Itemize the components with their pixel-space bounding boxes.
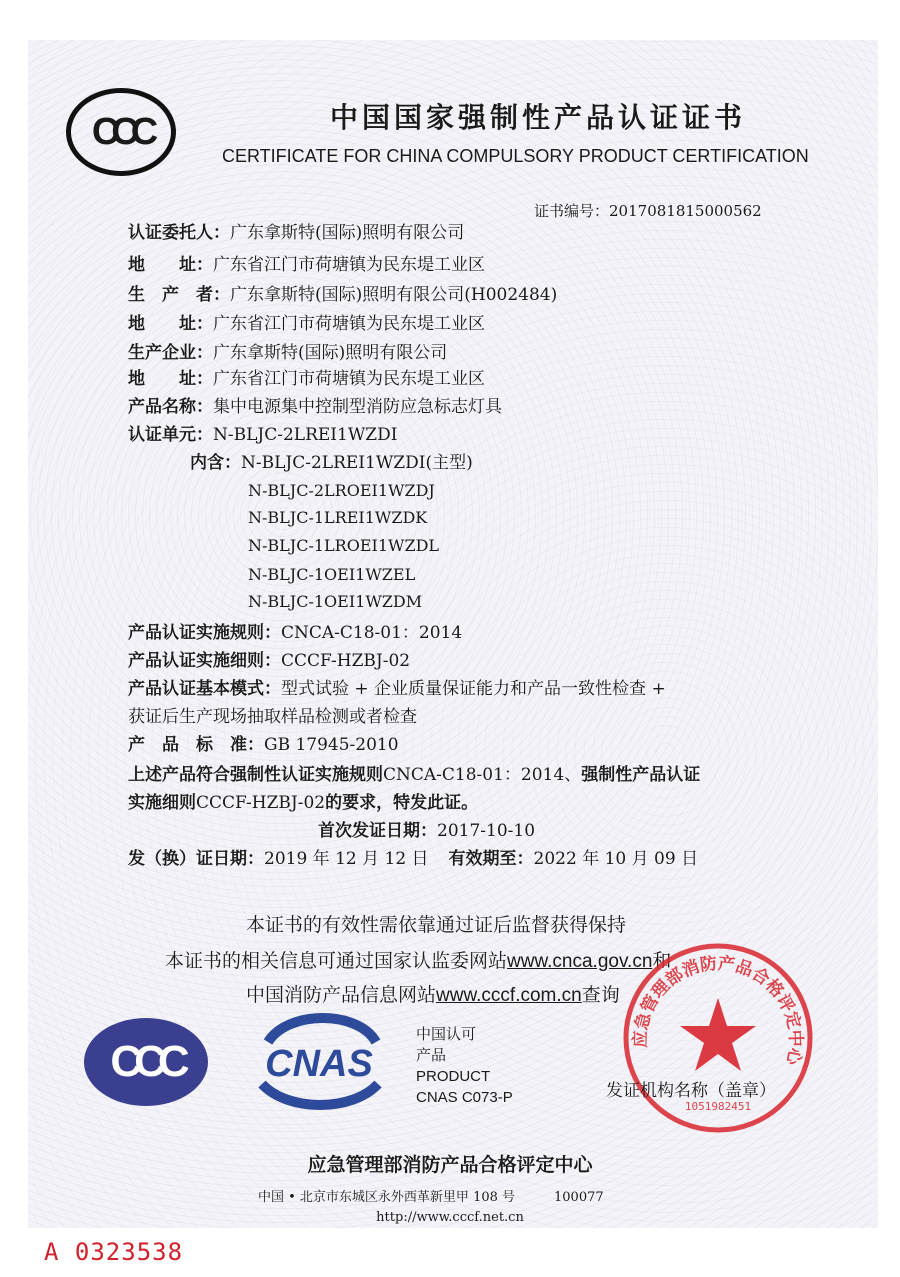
rule-label: 产品认证实施规则：	[128, 623, 281, 643]
certificate-serial: A 0323538	[44, 1238, 184, 1266]
notice-cnca	[165, 946, 671, 973]
address2-label: 地 址：	[128, 314, 213, 334]
first-issue-label: 首次发证日期：	[318, 821, 437, 841]
certificate-number-label: 证书编号：	[534, 202, 610, 220]
mode-value-line2: 获证后生产现场抽取样品检测或者检查	[128, 707, 417, 727]
ccc-mark-icon: CCC	[84, 1018, 208, 1106]
organization-website[interactable]: http://www.cccf.net.cn	[376, 1210, 524, 1225]
model-item: N-BLJC-1OEⅠ1WZDM	[248, 592, 423, 611]
address1-label: 地 址：	[128, 255, 213, 275]
conformity-text: 实施细则	[128, 793, 196, 813]
factory-value: 广东拿斯特(国际)照明有限公司	[213, 343, 448, 363]
first-issue-value: 2017-10-10	[437, 821, 536, 841]
model-item: N-BLJC-1LROEⅠ1WZDL	[248, 536, 440, 555]
manufacturer-label: 生 产 者：	[128, 285, 230, 305]
notice-validity: 本证书的有效性需依靠通过证后监督获得保持	[246, 914, 627, 936]
official-seal-icon	[620, 940, 816, 1136]
conformity-detail: CCCF-HZBJ-02	[196, 793, 326, 813]
certificate-number	[534, 200, 762, 221]
mode-value-line1: 型式试验 + 企业质量保证能力和产品一致性检查 +	[281, 679, 666, 699]
model-item: N-BLJC-1OEⅠ1WZEL	[248, 565, 416, 584]
address3-row	[128, 368, 485, 390]
detail-value: CCCF-HZBJ-02	[281, 651, 411, 671]
applicant-row	[128, 222, 464, 244]
notice-cccf	[246, 980, 620, 1007]
issue-date-value: 2019 年 12 月 12 日	[264, 849, 429, 869]
model-item: N-BLJC-1LREⅠ1WZDK	[248, 508, 428, 527]
contents-label: 内含：	[190, 453, 241, 473]
issue-row	[128, 848, 698, 870]
certificate-number-value: 2017081815000562	[609, 202, 762, 220]
conformity-text: 强制性产品认证	[581, 765, 701, 785]
notice-cccf-query: 查询	[581, 984, 620, 1006]
model-item: N-BLJC-2LROEⅠ1WZDJ	[248, 481, 435, 500]
model-item: N-BLJC-2LREⅠ1WZDI(主型)	[241, 453, 473, 473]
cnas-logo-text: CNAS	[265, 1043, 373, 1085]
unit-value: N-BLJC-2LREⅠ1WZDI	[213, 425, 398, 445]
svg-text:1051982451: 1051982451	[684, 1100, 752, 1113]
cnas-line: CNAS C073-P	[416, 1089, 513, 1106]
unit-label: 认证单元：	[128, 425, 213, 445]
first-issue-row	[318, 820, 535, 842]
conformity-text: 上述产品符合强制性认证实施规则	[128, 765, 383, 785]
applicant-value: 广东拿斯特(国际)照明有限公司	[230, 223, 465, 243]
standard-label: 产 品 标 准：	[128, 735, 264, 755]
detail-row	[128, 650, 410, 672]
unit-row	[128, 424, 397, 446]
mode-row-continued	[128, 706, 417, 728]
notice-cccf-text: 中国消防产品信息网站	[246, 984, 437, 1006]
detail-label: 产品认证实施细则：	[128, 651, 281, 671]
cnas-logo-icon	[248, 1012, 390, 1110]
notice-cnca-text: 本证书的相关信息可通过国家认监委网站	[165, 950, 508, 972]
cnas-line: PRODUCT	[416, 1068, 491, 1085]
standard-value: GB 17945-2010	[264, 735, 399, 755]
cnas-line: 产品	[416, 1047, 447, 1064]
valid-date-value: 2022 年 10 月 09 日	[533, 849, 699, 869]
issue-date-label: 发（换）证日期：	[128, 849, 264, 869]
certificate-title-cn: 中国国家强制性产品认证证书	[330, 101, 747, 134]
conformity-rule: CNCA-C18-01：2014、	[383, 765, 582, 785]
standard-row	[128, 734, 399, 756]
factory-label: 生产企业：	[128, 343, 213, 363]
address3-label: 地 址：	[128, 369, 213, 389]
manufacturer-value: 广东拿斯特(国际)照明有限公司(H002484)	[230, 285, 558, 305]
applicant-label: 认证委托人：	[128, 223, 230, 243]
contents-row	[190, 452, 473, 474]
rule-row	[128, 622, 462, 644]
notice-cnca-and: 和	[652, 950, 672, 972]
cnas-line: 中国认可	[416, 1026, 477, 1043]
cccf-website-link[interactable]: www.cccf.com.cn	[436, 985, 582, 1006]
mode-label: 产品认证基本模式：	[128, 679, 281, 699]
ccc-logo-icon: CCC	[66, 88, 176, 176]
address1-row	[128, 254, 485, 276]
valid-date-label: 有效期至：	[448, 849, 534, 869]
cnca-website-link[interactable]: www.cnca.gov.cn	[507, 951, 653, 972]
issuer-label: 发证机构名称（盖章）	[606, 1081, 776, 1101]
address2-value: 广东省江门市荷塘镇为民东堤工业区	[213, 314, 485, 334]
certificate-title-en: CERTIFICATE FOR CHINA COMPULSORY PRODUCT CERTIFICATION	[222, 146, 809, 166]
rule-value: CNCA-C18-01：2014	[281, 623, 463, 643]
product-value: 集中电源集中控制型消防应急标志灯具	[213, 397, 502, 417]
cnas-accreditation	[416, 1024, 513, 1108]
svg-text:应急管理部消防产品合格评定中心: 应急管理部消防产品合格评定中心	[630, 953, 806, 1067]
issuing-organization: 应急管理部消防产品合格评定中心	[307, 1154, 593, 1176]
address3-value: 广东省江门市荷塘镇为民东堤工业区	[213, 369, 485, 389]
conformity-line2	[128, 792, 478, 814]
product-row	[128, 396, 502, 418]
product-label: 产品名称：	[128, 397, 213, 417]
organization-address: 中国 • 北京市东城区永外西革新里甲 108 号 100077	[258, 1190, 604, 1205]
manufacturer-row	[128, 284, 557, 306]
factory-row	[128, 342, 447, 364]
address1-value: 广东省江门市荷塘镇为民东堤工业区	[213, 255, 485, 275]
mode-row	[128, 678, 666, 700]
conformity-line1	[128, 764, 700, 786]
conformity-text: 的要求，特发此证。	[325, 793, 479, 813]
address2-row	[128, 313, 485, 335]
